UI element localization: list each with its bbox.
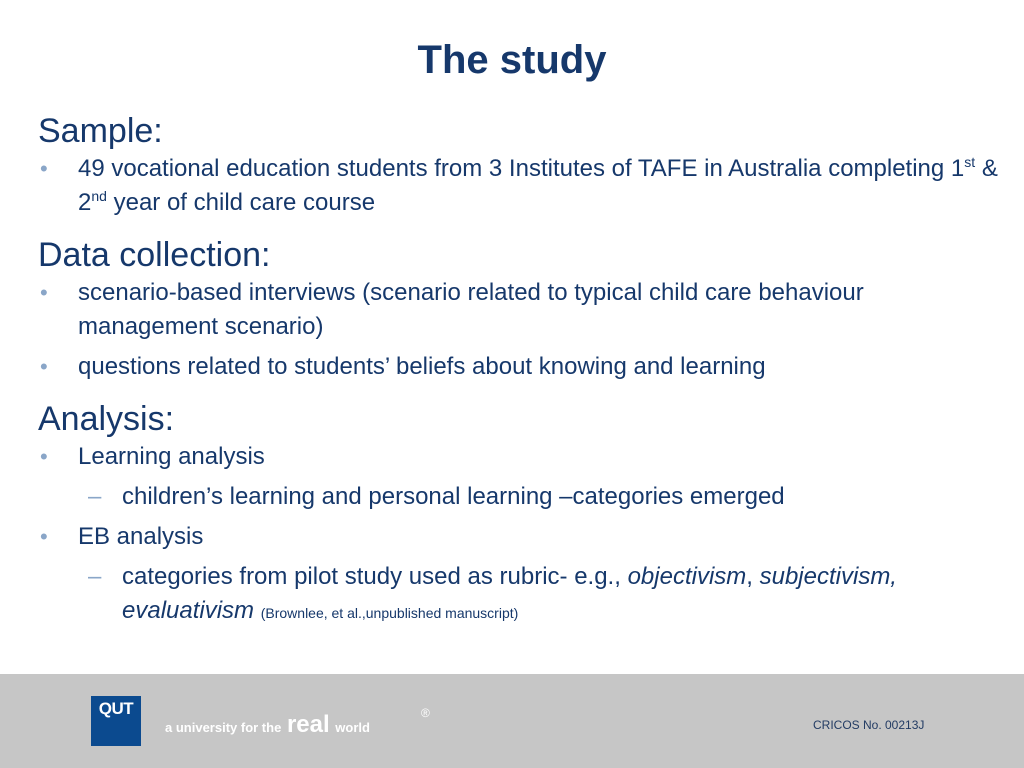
bullet-dot-icon: • — [40, 156, 48, 181]
tagline-world: world — [335, 720, 370, 735]
eb-sub-reference: (Brownlee, et al.,unpublished manuscript) — [260, 605, 519, 621]
eb-sub-text-a: categories from pilot study used as rubric- e.g., — [122, 563, 628, 590]
tagline-a: a university for the — [165, 720, 282, 735]
bullet-learning-analysis — [38, 440, 998, 474]
slide-content — [38, 110, 998, 630]
heading-data-collection: Data collection: — [38, 236, 271, 274]
tagline — [165, 711, 370, 739]
dash-icon: – — [88, 483, 102, 510]
eb-sub-text-b: , — [746, 563, 760, 590]
bullet-questions — [38, 350, 998, 384]
eb-sub-subjectivism: subjectivism, evaluativism — [122, 563, 897, 624]
learning-analysis-sub-text: children’s learning and personal learning –categories emerged — [122, 483, 785, 510]
sample-text-end: year of child care course — [106, 189, 376, 216]
heading-sample: Sample: — [38, 112, 163, 150]
tagline-real: real — [286, 711, 330, 738]
sample-text: 49 vocational education students from 3 Institutes of TAFE in Australia completing 1 — [78, 155, 965, 182]
eb-sub-objectivism: objectivism — [627, 563, 747, 590]
bullet-interviews — [38, 276, 998, 344]
interviews-text: scenario-based interviews (scenario related to typical child care behaviour management scenario) — [78, 279, 864, 340]
bullet-dot-icon: • — [40, 280, 48, 305]
footer-bar — [0, 674, 1024, 768]
sample-text-mid: & 2 — [78, 155, 998, 216]
bullet-sample — [38, 152, 998, 220]
learning-analysis-text: Learning analysis — [78, 443, 265, 470]
cricos-number: CRICOS No. 00213J — [813, 718, 925, 732]
qut-logo — [91, 696, 141, 746]
sub-learning-analysis — [38, 480, 998, 514]
registered-mark: ® — [421, 706, 430, 720]
sup-nd: nd — [91, 188, 107, 204]
sub-eb-analysis — [38, 560, 998, 630]
dash-icon: – — [88, 563, 102, 590]
eb-analysis-text: EB analysis — [78, 523, 204, 550]
bullet-eb-analysis — [38, 520, 998, 554]
bullet-dot-icon: • — [40, 444, 48, 469]
slide-title: The study — [417, 38, 607, 82]
heading-analysis: Analysis: — [38, 400, 175, 438]
bullet-dot-icon: • — [40, 524, 48, 549]
sup-st: st — [964, 154, 976, 170]
questions-text: questions related to students’ beliefs about knowing and learning — [78, 353, 766, 380]
bullet-dot-icon: • — [40, 354, 48, 379]
logo-text: QUT — [98, 699, 134, 718]
